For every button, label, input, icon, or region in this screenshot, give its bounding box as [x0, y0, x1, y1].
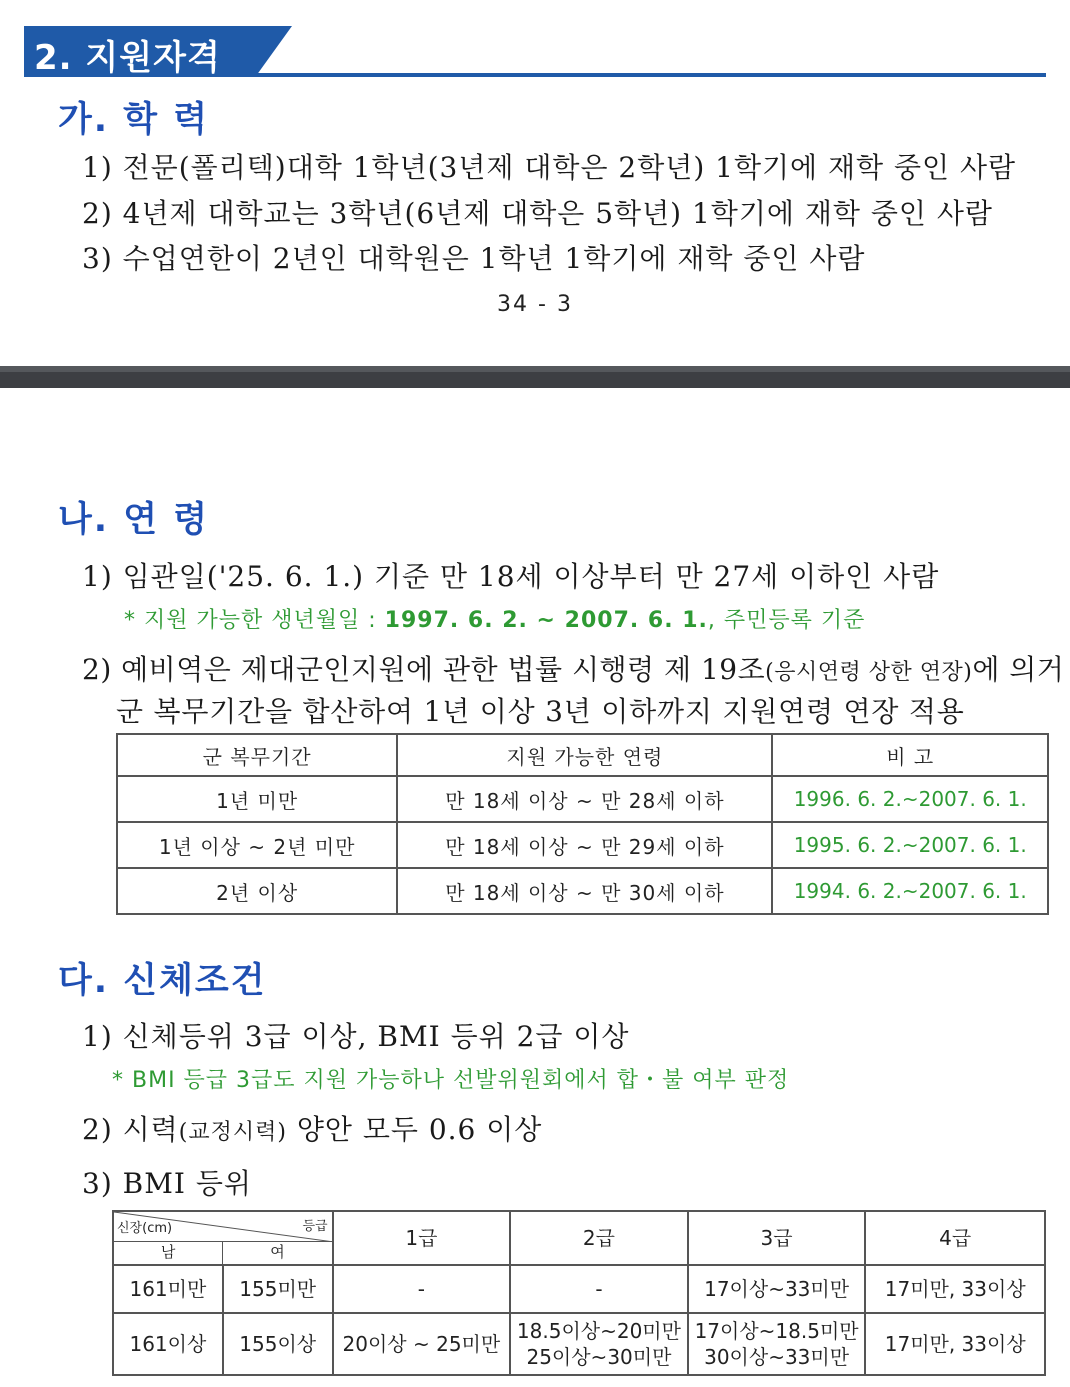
- table-cell: -: [510, 1265, 688, 1313]
- table-cell: -: [333, 1265, 511, 1313]
- page-break: [0, 366, 1070, 388]
- female-label: 여: [270, 1243, 285, 1261]
- table-cell: [510, 1313, 688, 1375]
- table-header-cell: 군 복무기간: [117, 734, 397, 776]
- table-cell: [688, 1313, 866, 1375]
- grade-header: 4급: [865, 1211, 1045, 1265]
- age-note-prefix: * 지원 가능한 생년월일 :: [124, 608, 385, 633]
- age-note-dates: 1997. 6. 2. ~ 2007. 6. 1.: [384, 608, 708, 633]
- table-cell-dates: 1996. 6. 2.~2007. 6. 1.: [772, 776, 1048, 822]
- age-table: [116, 733, 1049, 915]
- table-row: [117, 822, 1048, 868]
- table-cell: 1년 이상 ~ 2년 미만: [117, 822, 397, 868]
- section-header: [24, 26, 1046, 82]
- section-title: 2. 지원자격: [34, 38, 221, 78]
- grade-header: 3급: [688, 1211, 866, 1265]
- male-label: 남: [114, 1242, 223, 1264]
- physical-heading: 다. 신체조건: [58, 961, 267, 1001]
- education-heading: 가. 학 력: [58, 100, 210, 140]
- table-cell: 2년 이상: [117, 868, 397, 914]
- table-row: [113, 1265, 1045, 1313]
- table-cell-dates: 1995. 6. 2.~2007. 6. 1.: [772, 822, 1048, 868]
- table-cell-female: 155이상: [223, 1313, 333, 1375]
- physical-item-1: 1) 신체등위 3급 이상, BMI 등위 2급 이상: [82, 1020, 630, 1053]
- table-header-row: [113, 1211, 1045, 1265]
- bmi-table: [112, 1210, 1046, 1376]
- cell-line: 30이상~33미만: [704, 1345, 850, 1369]
- age-item-1: 1) 임관일('25. 6. 1.) 기준 만 18세 이상부터 만 27세 이하인 사람: [82, 560, 940, 593]
- age-item-2-small: (응시연령 상한 연장): [765, 660, 973, 685]
- corner-grade-label: 등급: [302, 1219, 328, 1234]
- table-header-cell: 지원 가능한 연령: [397, 734, 772, 776]
- table-cell: 17미만, 33이상: [865, 1265, 1045, 1313]
- table-cell: 만 18세 이상 ~ 만 28세 이하: [397, 776, 772, 822]
- table-header-row: [117, 734, 1048, 776]
- table-cell: 만 18세 이상 ~ 만 30세 이하: [397, 868, 772, 914]
- age-item-2-line2: 군 복무기간을 합산하여 1년 이상 3년 이하까지 지원연령 연장 적용: [116, 695, 965, 728]
- corner-height-label: 신장(cm): [117, 1221, 173, 1236]
- table-cell: 1년 미만: [117, 776, 397, 822]
- table-cell: 17이상~33미만: [688, 1265, 866, 1313]
- education-item-1: 1) 전문(폴리텍)대학 1학년(3년제 대학은 2학년) 1학기에 재학 중인 사람: [82, 151, 1017, 184]
- table-cell: 20이상 ~ 25미만: [333, 1313, 511, 1375]
- table-row: [117, 776, 1048, 822]
- cell-line: 17이상~18.5미만: [694, 1319, 859, 1343]
- age-item-2-end: 에 의거: [972, 653, 1065, 686]
- bmi-corner-cell: [113, 1211, 333, 1265]
- age-item-2-main: 2) 예비역은 제대군인지원에 관한 법률 시행령 제 19조: [82, 653, 766, 686]
- physical-item-2-small: (교정시력): [178, 1120, 287, 1145]
- physical-item-2-a: 2) 시력: [82, 1113, 179, 1146]
- physical-item-3: 3) BMI 등위: [82, 1167, 252, 1200]
- table-cell: 만 18세 이상 ~ 만 29세 이하: [397, 822, 772, 868]
- grade-header: 1급: [333, 1211, 511, 1265]
- table-cell-male: 161이상: [113, 1313, 223, 1375]
- cell-line: 18.5이상~20미만: [516, 1319, 681, 1343]
- page-number: 34 - 3: [497, 292, 573, 317]
- section-header-tab-edge: [256, 26, 292, 76]
- age-heading: 나. 연 령: [58, 500, 210, 540]
- education-item-3: 3) 수업연한이 2년인 대학원은 1학년 1학기에 재학 중인 사람: [82, 242, 866, 275]
- table-row: [113, 1313, 1045, 1375]
- age-item-2: [82, 648, 1064, 688]
- table-row: [117, 868, 1048, 914]
- table-cell-male: 161미만: [113, 1265, 223, 1313]
- grade-header: 2급: [510, 1211, 688, 1265]
- education-item-2: 2) 4년제 대학교는 3학년(6년제 대학은 5학년) 1학기에 재학 중인 사람: [82, 197, 993, 230]
- table-cell-dates: 1994. 6. 2.~2007. 6. 1.: [772, 868, 1048, 914]
- age-note-suffix: , 주민등록 기준: [707, 608, 866, 633]
- physical-note: * BMI 등급 3급도 지원 가능하나 선발위원회에서 합・불 여부 판정: [112, 1068, 790, 1093]
- cell-line: 25이상~30미만: [526, 1345, 672, 1369]
- age-note: [124, 603, 865, 634]
- table-cell: 17미만, 33이상: [865, 1313, 1045, 1375]
- gender-subheader: [114, 1241, 332, 1264]
- physical-item-2-b: 양안 모두 0.6 이상: [286, 1113, 543, 1146]
- table-header-cell: 비 고: [772, 734, 1048, 776]
- physical-item-2: [82, 1108, 542, 1148]
- table-cell-female: 155미만: [223, 1265, 333, 1313]
